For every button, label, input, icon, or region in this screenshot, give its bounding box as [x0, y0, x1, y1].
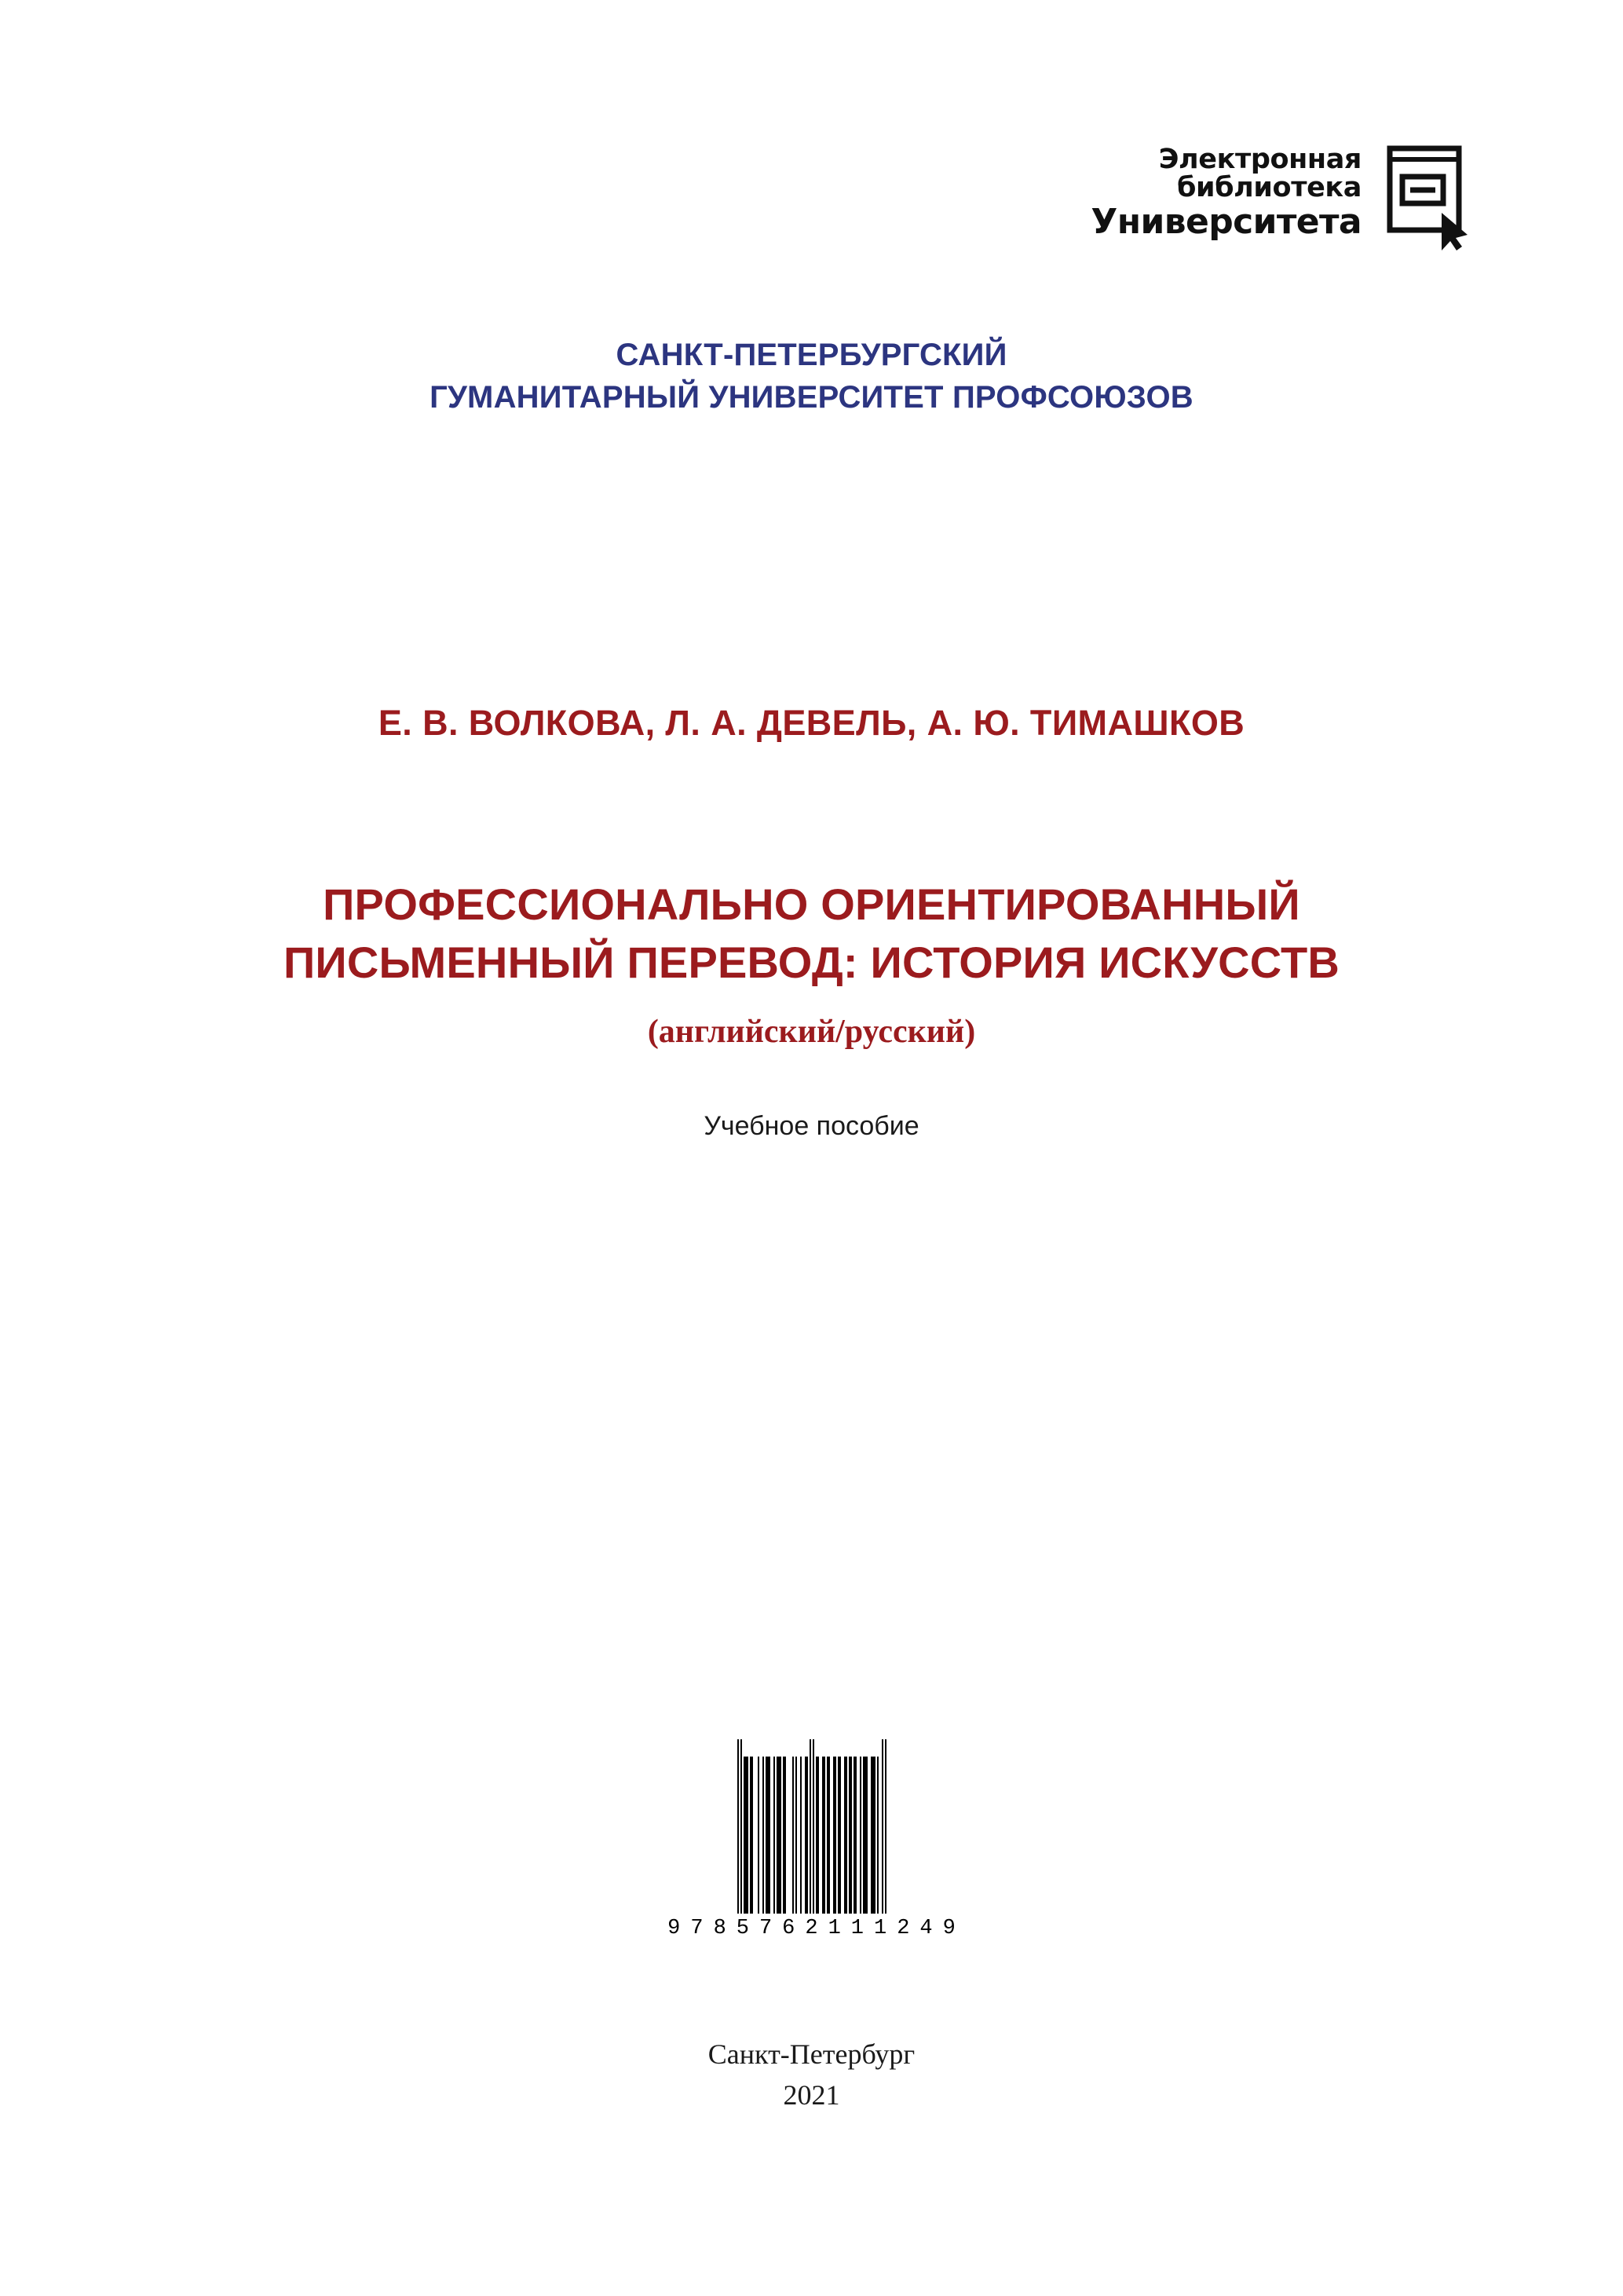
logo-line-2: библиотека [1176, 172, 1362, 204]
book-title [0, 876, 1623, 992]
publication-kind: Учебное пособие [704, 1111, 919, 1141]
electronic-library-logo [1091, 145, 1470, 251]
barcode-digits: 9785762111249 [667, 1917, 966, 1940]
book-title-line-2: ПИСЬМЕННЫЙ ПЕРЕВОД: ИСТОРИЯ ИСКУССТВ [283, 937, 1340, 987]
university-name [0, 334, 1623, 419]
book-subtitle: (английский/русский) [647, 1014, 976, 1050]
book-title-line-1: ПРОФЕССИОНАЛЬНО ОРИЕНТИРОВАННЫЙ [323, 879, 1300, 929]
university-name-line-2: ГУМАНИТАРНЫЙ УНИВЕРСИТЕТ ПРОФСОЮЗОВ [430, 380, 1193, 415]
logo-line-1: Электронная [1158, 144, 1362, 175]
university-name-line-1: САНКТ-ПЕТЕРБУРГСКИЙ [616, 338, 1007, 372]
electronic-library-logo-text [1091, 145, 1362, 240]
book-screen-cursor-icon [1376, 145, 1470, 251]
isbn-barcode [0, 1739, 1623, 1940]
imprint-city: Санкт-Петербург [707, 2038, 916, 2070]
logo-line-3: Университета [1091, 201, 1362, 242]
authors-line: Е. В. ВОЛКОВА, Л. А. ДЕВЕЛЬ, А. Ю. ТИМАШКОВ [378, 703, 1245, 743]
imprint-year: 2021 [783, 2079, 840, 2111]
imprint [0, 2034, 1623, 2115]
barcode-bars [737, 1739, 886, 1914]
